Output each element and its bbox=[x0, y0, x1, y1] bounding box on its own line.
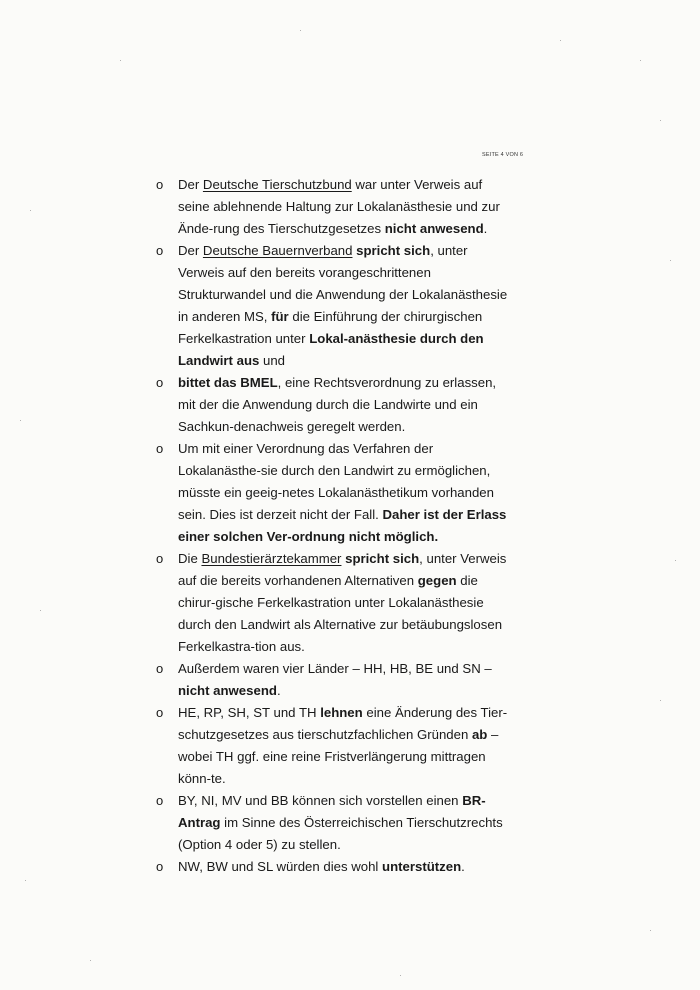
list-item bbox=[156, 372, 516, 438]
bold-text: ab bbox=[471, 727, 488, 742]
bullet-circle-icon: o bbox=[156, 661, 164, 676]
bullet-circle-icon: o bbox=[156, 859, 164, 874]
bullet-circle-icon: o bbox=[156, 551, 164, 566]
list-item bbox=[156, 240, 516, 372]
list-item bbox=[156, 702, 516, 790]
text-segment: . bbox=[483, 221, 488, 236]
text-segment: Um mit einer Verordnung das Verfahren der Lokalanästhe-sie durch den Landwirt zu ermöglichen, müsste ein geeig-netes Lokalanästhetikum vorhanden sein. Dies ist derzeit nicht der Fall. bbox=[178, 441, 494, 522]
list-item bbox=[156, 438, 516, 548]
scan-speck bbox=[400, 975, 401, 976]
text-segment: , unter Verweis auf die bereits vorhandenen Alternativen bbox=[178, 551, 507, 588]
bold-text: Daher ist der Erlass einer solchen Ver-ordnung nicht möglich. bbox=[178, 507, 507, 544]
bullet-list bbox=[156, 174, 516, 878]
scan-speck bbox=[20, 420, 21, 421]
bold-text: spricht sich bbox=[345, 551, 420, 566]
bullet-circle-icon: o bbox=[156, 793, 164, 808]
text-segment: HE, RP, SH, ST und TH bbox=[178, 705, 321, 720]
text-segment: war unter Verweis auf seine ablehnende Haltung zur Lokalanästhesie und zur Ände-rung des Tierschutzgesetzes bbox=[178, 177, 500, 236]
text-segment: Außerdem waren vier Länder – HH, HB, BE und SN – bbox=[178, 661, 492, 676]
underlined-organization: Deutsche Tierschutzbund bbox=[202, 177, 352, 192]
list-item bbox=[156, 658, 516, 702]
text-segment: BY, NI, MV und BB können sich vorstellen einen bbox=[178, 793, 463, 808]
list-item bbox=[156, 174, 516, 240]
bold-text: bittet das BMEL bbox=[178, 375, 278, 390]
scan-speck bbox=[25, 880, 26, 881]
bold-text: nicht anwesend bbox=[178, 683, 277, 698]
scan-speck bbox=[120, 60, 121, 61]
scan-speck bbox=[300, 30, 301, 31]
text-segment: Der bbox=[178, 243, 203, 258]
bold-text: gegen bbox=[417, 573, 457, 588]
text-segment: die chirur-gische Ferkelkastration unter Lokalanästhesie durch den Landwirt als Alternative zur betäubungslosen Ferkelkastra-tion aus. bbox=[178, 573, 503, 654]
list-item bbox=[156, 856, 516, 878]
underlined-organization: Deutsche Bauernverband bbox=[202, 243, 353, 258]
bold-text: lehnen bbox=[320, 705, 363, 720]
text-segment: – wobei TH ggf. eine reine Fristverlängerung mittragen könn-te. bbox=[178, 727, 499, 786]
bullet-circle-icon: o bbox=[156, 243, 164, 258]
bold-text: BR-Antrag bbox=[178, 793, 486, 830]
scan-speck bbox=[675, 560, 676, 561]
bold-text: für bbox=[271, 309, 289, 324]
scan-speck bbox=[30, 210, 31, 211]
text-segment: im Sinne des Österreichischen Tierschutzrechts (Option 4 oder 5) zu stellen. bbox=[178, 815, 503, 852]
bold-text: spricht sich bbox=[356, 243, 431, 258]
underlined-organization: Bundestierärztekammer bbox=[201, 551, 342, 566]
text-segment: und bbox=[259, 353, 286, 368]
list-item bbox=[156, 790, 516, 856]
text-segment: eine Änderung des Tier-schutzgesetzes aus tierschutzfachlichen Gründen bbox=[178, 705, 508, 742]
text-segment: , unter Verweis auf den bereits vorangeschrittenen Strukturwandel und die Anwendung der Lokalanästhesie in anderen MS, bbox=[178, 243, 508, 324]
text-segment: . bbox=[276, 683, 281, 698]
text-segment: , eine Rechtsverordnung zu erlassen, mit der die Anwendung durch die Landwirte und ein Sachkun-denachweis geregelt werden. bbox=[178, 375, 497, 434]
text-segment: die Einführung der chirurgischen Ferkelkastration unter bbox=[178, 309, 483, 346]
scan-speck bbox=[650, 930, 651, 931]
scan-speck bbox=[640, 60, 641, 61]
text-segment: NW, BW und SL würden dies wohl bbox=[178, 859, 383, 874]
scan-speck bbox=[670, 260, 671, 261]
text-segment: Die bbox=[178, 551, 202, 566]
bullet-circle-icon: o bbox=[156, 705, 164, 720]
text-segment: Der bbox=[178, 177, 203, 192]
scan-speck bbox=[90, 960, 91, 961]
bold-text: unterstützen bbox=[382, 859, 462, 874]
bullet-circle-icon: o bbox=[156, 177, 164, 192]
scan-speck bbox=[660, 120, 661, 121]
bullet-circle-icon: o bbox=[156, 441, 164, 456]
bold-text: Lokal-anästhesie durch den Landwirt aus bbox=[178, 331, 484, 368]
page-number: SEITE 4 VON 6 bbox=[482, 152, 524, 158]
scan-speck bbox=[560, 40, 561, 41]
scan-speck bbox=[660, 700, 661, 701]
scan-speck bbox=[40, 610, 41, 611]
text-segment: . bbox=[461, 859, 465, 874]
bold-text: nicht anwesend bbox=[384, 221, 484, 236]
bullet-circle-icon: o bbox=[156, 375, 164, 390]
list-item bbox=[156, 548, 516, 658]
